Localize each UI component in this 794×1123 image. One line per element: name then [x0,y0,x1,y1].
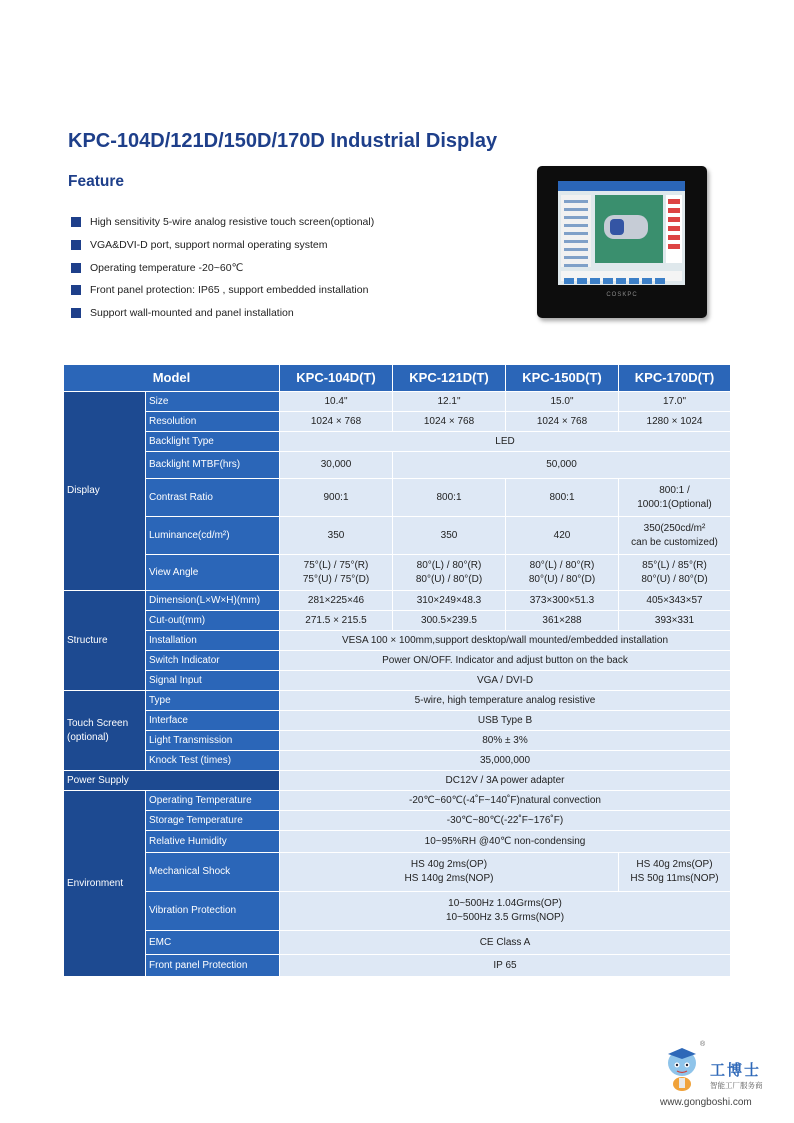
header-kpc-170d: KPC-170D(T) [619,365,731,392]
feature-item: Operating temperature -20~60℃ [71,256,374,279]
row-label: Backlight MTBF(hrs) [146,452,280,479]
square-bullet-icon [71,217,81,227]
table-row: Luminance(cd/m²) 350 350 420 350(250cd/m² can be customized) [64,517,731,555]
bezel-logo: COSKPC [606,292,638,298]
product-image-monitor [537,166,707,318]
table-row: Light Transmission 80% ± 3% [64,731,731,751]
row-label: Size [146,392,280,412]
row-label: Resolution [146,412,280,432]
table-row: Backlight MTBF(hrs) 30,000 50,000 [64,452,731,479]
table-row: Touch Screen (optional) Type 5-wire, high temperature analog resistive [64,691,731,711]
page-title: KPC-104D/121D/150D/170D Industrial Display [68,130,498,152]
spec-table [63,364,731,977]
group-environment: Environment [64,791,146,977]
square-bullet-icon [71,308,81,318]
row-label: Signal Input [146,671,280,691]
table-row: Switch Indicator Power ON/OFF. Indicator and adjust button on the back [64,651,731,671]
feature-item: VGA&DVI-D port, support normal operating system [71,234,374,257]
table-header-row [64,365,731,392]
registered-mark: ® [700,1041,706,1048]
row-label: Contrast Ratio [146,479,280,517]
square-bullet-icon [71,240,81,250]
row-label: Vibration Protection [146,892,280,931]
row-label: Type [146,691,280,711]
table-row: Relative Humidity 10~95%RH @40℃ non-condensing [64,831,731,853]
table-row: Storage Temperature -30℃~80℃(-22˚F~176˚F) [64,811,731,831]
group-power-supply: Power Supply [64,771,280,791]
table-row: Contrast Ratio 900:1 800:1 800:1 800:1 / 1000:1(Optional) [64,479,731,517]
header-model: Model [64,365,280,392]
table-row: Display Size 10.4" 12.1" 15.0" 17.0" [64,392,731,412]
feature-item: High sensitivity 5-wire analog resistive touch screen(optional) [71,211,374,234]
gongboshi-logo [652,1041,792,1115]
table-row: Vibration Protection 10~500Hz 1.04Grms(OP) 10~500Hz 3.5 Grms(NOP) [64,892,731,931]
table-row: Front panel Protection IP 65 [64,955,731,977]
logo-tagline: 智能工厂服务商 [710,1081,763,1090]
row-label: Dimension(L×W×H)(mm) [146,591,280,611]
table-row: Signal Input VGA / DVI-D [64,671,731,691]
table-row: Power Supply DC12V / 3A power adapter [64,771,731,791]
row-label: Cut-out(mm) [146,611,280,631]
row-label: Relative Humidity [146,831,280,853]
row-label: Operating Temperature [146,791,280,811]
group-touch-screen: Touch Screen (optional) [64,691,146,771]
table-row: View Angle 75°(L) / 75°(R) 75°(U) / 75°(D) 80°(L) / 80°(R) 80°(U) / 80°(D) 80°(L) / 80°(R) 80°(U) / 80°(D) 85°(L) / 85°(R) 80°(U) / 80°(D) [64,555,731,591]
table-row: Installation VESA 100 × 100mm,support desktop/wall mounted/embedded installation [64,631,731,651]
table-row: Environment Operating Temperature -20℃~60℃(-4˚F~140˚F)natural convection [64,791,731,811]
row-label: Installation [146,631,280,651]
feature-item: Support wall-mounted and panel installation [71,302,374,325]
header-kpc-121d: KPC-121D(T) [393,365,506,392]
row-label: Interface [146,711,280,731]
row-label: Storage Temperature [146,811,280,831]
table-row: Mechanical Shock HS 40g 2ms(OP) HS 140g 2ms(NOP) HS 40g 2ms(OP) HS 50g 11ms(NOP) [64,853,731,892]
table-row: Resolution 1024 × 768 1024 × 768 1024 × 768 1280 × 1024 [64,412,731,432]
table-row: EMC CE Class A [64,931,731,955]
feature-item: Front panel protection: IP65 , support embedded installation [71,279,374,302]
row-label: EMC [146,931,280,955]
row-label: Switch Indicator [146,651,280,671]
header-kpc-150d: KPC-150D(T) [506,365,619,392]
row-label: View Angle [146,555,280,591]
table-row: Cut-out(mm) 271.5 × 215.5 300.5×239.5 361×288 393×331 [64,611,731,631]
square-bullet-icon [71,263,81,273]
table-row: Backlight Type LED [64,432,731,452]
row-label: Luminance(cd/m²) [146,517,280,555]
row-label: Knock Test (times) [146,751,280,771]
square-bullet-icon [71,285,81,295]
row-label: Backlight Type [146,432,280,452]
feature-list [71,211,374,324]
group-structure: Structure [64,591,146,691]
logo-url: www.gongboshi.com [660,1097,752,1108]
table-row: Knock Test (times) 35,000,000 [64,751,731,771]
logo-chinese-name: 工博士 [710,1061,762,1079]
mascot-icon [662,1045,702,1093]
monitor-screen [558,181,685,285]
feature-heading: Feature [68,173,124,190]
row-label: Front panel Protection [146,955,280,977]
table-row: Structure Dimension(L×W×H)(mm) 281×225×46 310×249×48.3 373×300×51.3 405×343×57 [64,591,731,611]
group-display: Display [64,392,146,591]
table-row: Interface USB Type B [64,711,731,731]
row-label: Light Transmission [146,731,280,751]
header-kpc-104d: KPC-104D(T) [280,365,393,392]
row-label: Mechanical Shock [146,853,280,892]
